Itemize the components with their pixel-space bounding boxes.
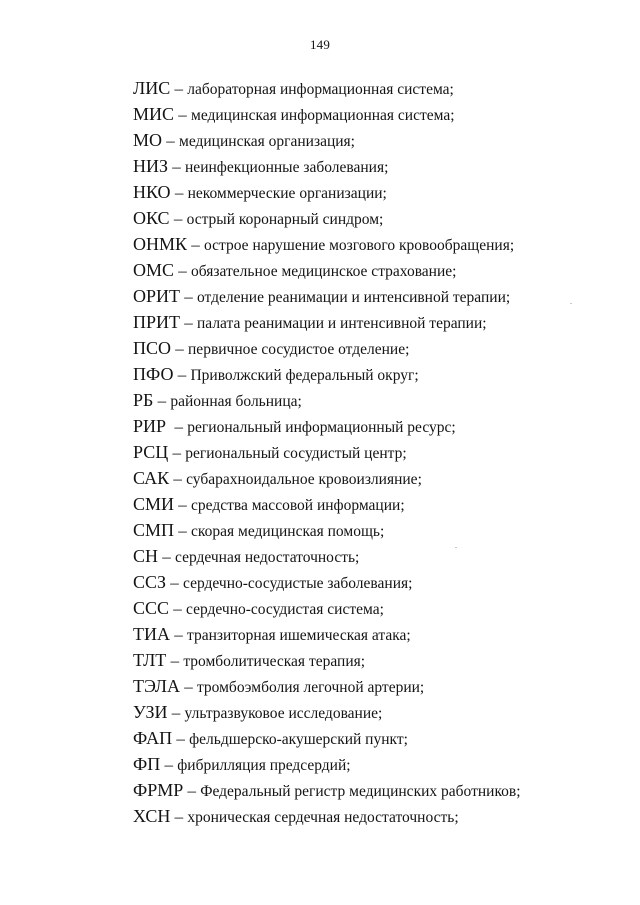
- scan-speck: [455, 547, 457, 548]
- abbreviation-entry: [133, 803, 613, 829]
- abbreviation-definition: Федеральный регистр медицинских работников;: [200, 783, 521, 800]
- abbreviation-definition: сердечная недостаточность;: [175, 549, 360, 566]
- abbreviation-definition: субарахноидальное кровоизлияние;: [186, 471, 422, 488]
- abbreviation-separator: –: [187, 235, 205, 254]
- abbreviation-term: СН: [133, 546, 159, 566]
- abbreviation-separator: –: [174, 495, 192, 514]
- abbreviation-definition: острый коронарный синдром;: [186, 211, 384, 228]
- abbreviation-term: НКО: [133, 182, 171, 202]
- abbreviation-separator: –: [179, 677, 197, 696]
- abbreviation-entry: [133, 205, 613, 231]
- abbreviation-entry: [133, 153, 613, 179]
- abbreviation-definition: хроническая сердечная недостаточность;: [187, 809, 459, 826]
- abbreviation-term: ФРМР: [133, 780, 184, 800]
- abbreviation-separator: –: [171, 339, 189, 358]
- abbreviation-entry: [133, 673, 613, 699]
- page-number: 149: [309, 37, 331, 52]
- abbreviation-entry: [133, 543, 613, 569]
- abbreviation-term: ФАП: [133, 728, 173, 748]
- abbreviation-entry: [133, 179, 613, 205]
- abbreviation-separator: –: [168, 157, 186, 176]
- abbreviation-term: РБ: [133, 390, 154, 410]
- abbreviation-term: ОРИТ: [133, 286, 181, 306]
- abbreviation-definition: сердечно-сосудистая система;: [186, 601, 384, 618]
- abbreviation-entry: [133, 751, 613, 777]
- abbreviation-separator: –: [170, 183, 188, 202]
- abbreviation-definition: фельдшерско-акушерский пункт;: [189, 731, 408, 748]
- scan-speck: [570, 303, 572, 304]
- abbreviation-term: ПРИТ: [133, 312, 181, 332]
- abbreviation-entry: [133, 621, 613, 647]
- abbreviation-definition: палата реанимации и интенсивной терапии;: [197, 315, 487, 332]
- abbreviation-entry: [133, 387, 613, 413]
- abbreviation-term: ПФО: [133, 364, 174, 384]
- abbreviation-term: ОКС: [133, 208, 170, 228]
- abbreviation-term: СМИ: [133, 494, 175, 514]
- abbreviation-separator: –: [172, 729, 190, 748]
- abbreviation-term: ХСН: [133, 806, 171, 826]
- abbreviation-term: ТЭЛА: [133, 676, 180, 696]
- abbreviation-separator: –: [168, 443, 186, 462]
- abbreviation-term: РИР: [133, 416, 167, 436]
- abbreviation-definition: фибрилляция предсердий;: [177, 757, 351, 774]
- abbreviation-separator: –: [180, 313, 198, 332]
- abbreviation-entry: [133, 283, 613, 309]
- abbreviation-separator: –: [174, 105, 192, 124]
- abbreviation-entry: [133, 127, 613, 153]
- abbreviation-definition: средства массовой информации;: [191, 497, 405, 514]
- abbreviation-definition: региональный информационный ресурс;: [187, 419, 456, 436]
- abbreviation-separator: –: [166, 651, 184, 670]
- abbreviation-term: СМП: [133, 520, 175, 540]
- abbreviation-term: УЗИ: [133, 702, 168, 722]
- abbreviation-entry: [133, 517, 613, 543]
- abbreviation-definition: тромбоэмболия легочной артерии;: [196, 679, 425, 696]
- abbreviation-separator: –: [153, 391, 171, 410]
- abbreviation-entry: [133, 101, 613, 127]
- abbreviation-term: МО: [133, 130, 163, 150]
- abbreviation-term: НИЗ: [133, 156, 169, 176]
- abbreviation-definition: обязательное медицинское страхование;: [191, 263, 457, 280]
- abbreviation-term: РСЦ: [133, 442, 169, 462]
- abbreviation-separator: –: [169, 209, 187, 228]
- abbreviation-entry: [133, 777, 613, 803]
- abbreviation-separator: –: [170, 625, 187, 644]
- abbreviation-term: ТЛТ: [133, 650, 167, 670]
- abbreviation-entry: [133, 257, 613, 283]
- abbreviation-separator: –: [180, 287, 198, 306]
- abbreviation-term: МИС: [133, 104, 175, 124]
- abbreviation-definition: районная больница;: [170, 393, 302, 410]
- abbreviation-term: ПСО: [133, 338, 172, 358]
- abbreviation-definition: медицинская организация;: [179, 133, 355, 150]
- abbreviation-definition: Приволжский федеральный округ;: [190, 367, 419, 384]
- abbreviation-entry: [133, 75, 613, 101]
- abbreviation-definition: первичное сосудистое отделение;: [188, 341, 410, 358]
- abbreviation-separator: –: [167, 703, 185, 722]
- abbreviation-term: ЛИС: [133, 78, 171, 98]
- abbreviation-entry: [133, 465, 613, 491]
- abbreviation-term: САК: [133, 468, 170, 488]
- abbreviation-entry: [133, 439, 613, 465]
- abbreviation-definition: тромболитическая терапия;: [183, 653, 366, 670]
- abbreviation-term: ССС: [133, 598, 170, 618]
- abbreviation-separator: –: [183, 781, 201, 800]
- abbreviation-separator: –: [174, 521, 192, 540]
- abbreviation-separator: –: [169, 469, 187, 488]
- abbreviation-entry: [133, 413, 613, 439]
- abbreviation-entry: [133, 595, 613, 621]
- abbreviation-entry: [133, 569, 613, 595]
- abbreviation-term: ОМС: [133, 260, 175, 280]
- abbreviation-separator: –: [160, 755, 178, 774]
- abbreviation-definition: медицинская информационная система;: [191, 107, 455, 124]
- abbreviation-separator: –: [170, 79, 188, 98]
- abbreviation-entry: [133, 309, 613, 335]
- abbreviation-separator: –: [170, 807, 188, 826]
- abbreviation-definition: сердечно-сосудистые заболевания;: [183, 575, 413, 592]
- abbreviation-definition: некоммерческие организации;: [187, 185, 387, 202]
- abbreviation-entry: [133, 491, 613, 517]
- abbreviation-separator: –: [162, 131, 180, 150]
- abbreviation-definition: отделение реанимации и интенсивной терапии;: [197, 289, 511, 306]
- abbreviation-entry: [133, 699, 613, 725]
- abbreviation-term: ССЗ: [133, 572, 167, 592]
- abbreviation-term: ТИА: [133, 624, 170, 644]
- abbreviation-definition: неинфекционные заболевания;: [185, 159, 389, 176]
- abbreviation-definition: скорая медицинская помощь;: [191, 523, 385, 540]
- abbreviation-entry: [133, 361, 613, 387]
- abbreviation-separator: –: [166, 573, 184, 592]
- abbreviation-list: [133, 75, 613, 829]
- abbreviation-separator: –: [169, 599, 187, 618]
- abbreviation-definition: транзиторная ишемическая атака;: [187, 627, 411, 644]
- abbreviation-term: ФП: [133, 754, 161, 774]
- abbreviation-entry: [133, 647, 613, 673]
- abbreviation-term: ОНМК: [133, 234, 188, 254]
- abbreviation-definition: острое нарушение мозгового кровообращения;: [204, 237, 515, 254]
- abbreviation-separator: –: [158, 547, 176, 566]
- abbreviation-separator: –: [173, 365, 191, 384]
- abbreviation-definition: ультразвуковое исследование;: [184, 705, 383, 722]
- abbreviation-entry: [133, 335, 613, 361]
- abbreviation-entry: [133, 725, 613, 751]
- abbreviation-separator: –: [174, 261, 192, 280]
- abbreviation-definition: лабораторная информационная система;: [187, 81, 454, 98]
- abbreviation-definition: региональный сосудистый центр;: [185, 445, 407, 462]
- abbreviation-entry: [133, 231, 613, 257]
- abbreviation-separator: –: [166, 417, 188, 436]
